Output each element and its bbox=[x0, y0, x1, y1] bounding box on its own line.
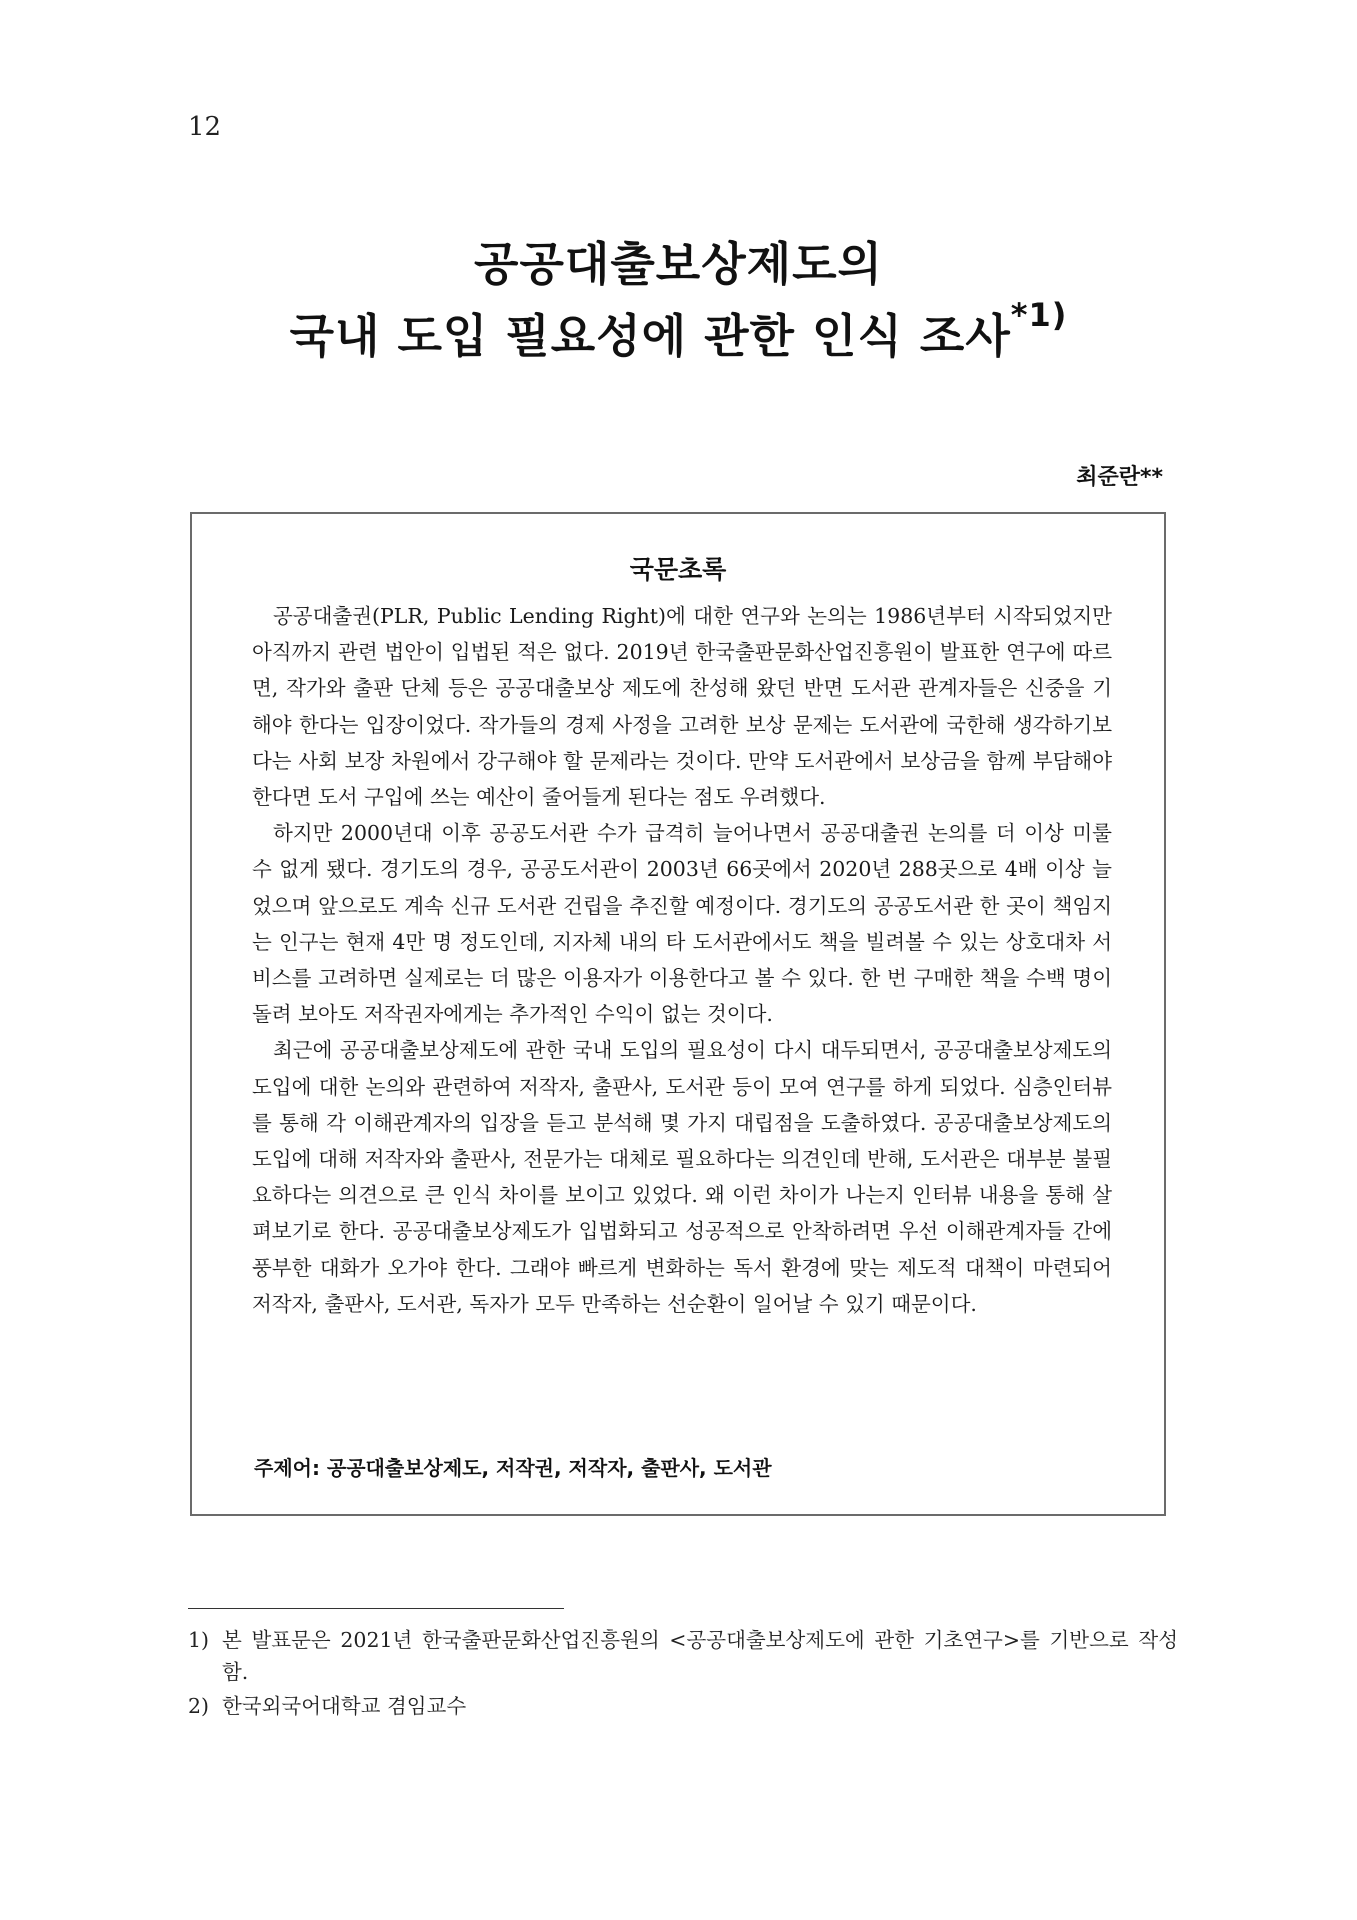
footnote-number: 2) bbox=[188, 1694, 210, 1718]
footnote-divider bbox=[188, 1608, 564, 1609]
paper-title-line-1: 공공대출보상제도의 bbox=[474, 237, 883, 291]
page-number: 12 bbox=[188, 112, 222, 142]
author-name: 최준란** bbox=[1076, 465, 1163, 490]
footnote-text: 한국외국어대학교 겸임교수 bbox=[222, 1694, 467, 1718]
footnotes bbox=[188, 1624, 1178, 1724]
abstract-paragraph: 최근에 공공대출보상제도에 관한 국내 도입의 필요성이 다시 대두되면서, 공공대출보상제도의 도입에 대한 논의와 관련하여 저작자, 출판사, 도서관 등이 모여 연구를 하게 되었다. 심층인터뷰를 통해 각 이해관계자의 입장을 듣고 분석해 몇 가지 대립점을 도출하였다. 공공대출보상제도의 도입에 대해 저작자와 출판사, 전문가는 대체로 필요하다는 의견인데 반해, 도서관은 대부분 불필요하다는 의견으로 큰 인식 차이를 보이고 있었다. 왜 이런 차이가 나는지 인터뷰 내용을 통해 살펴보기로 한다. 공공대출보상제도가 입법화되고 성공적으로 안착하려면 우선 이해관계자들 간에 풍부한 대화가 오가야 한다. 그래야 빠르게 변화하는 독서 환경에 맞는 제도적 대책이 마련되어 저작자, 출판사, 도서관, 독자가 모두 만족하는 선순환이 일어날 수 있기 때문이다. bbox=[252, 1038, 1112, 1316]
abstract-body bbox=[252, 598, 1112, 1322]
abstract-paragraph: 공공대출권(PLR, Public Lending Right)에 대한 연구와 논의는 1986년부터 시작되었지만 아직까지 관련 법안이 입법된 적은 없다. 2019년 한국출판문화산업진흥원이 발표한 연구에 따르면, 작가와 출판 단체 등은 공공대출보상 제도에 찬성해 왔던 반면 도서관 관계자들은 신중을 기해야 한다는 입장이었다. 작가들의 경제 사정을 고려한 보상 문제는 도서관에 국한해 생각하기보다는 사회 보장 차원에서 강구해야 할 문제라는 것이다. 만약 도서관에서 보상금을 함께 부담해야 한다면 도서 구입에 쓰는 예산이 줄어들게 된다는 점도 우려했다. bbox=[252, 604, 1112, 810]
abstract-paragraph: 하지만 2000년대 이후 공공도서관 수가 급격히 늘어나면서 공공대출권 논의를 더 이상 미룰 수 없게 됐다. 경기도의 경우, 공공도서관이 2003년 66곳에서 2020년 288곳으로 4배 이상 늘었으며 앞으로도 계속 신규 도서관 건립을 추진할 예정이다. 경기도의 공공도서관 한 곳이 책임지는 인구는 현재 4만 명 정도인데, 지자체 내의 타 도서관에서도 책을 빌려볼 수 있는 상호대차 서비스를 고려하면 실제로는 더 많은 이용자가 이용한다고 볼 수 있다. 한 번 구매한 책을 수백 명이 돌려 보아도 저작권자에게는 추가적인 수익이 없는 것이다. bbox=[252, 821, 1112, 1027]
keywords: 주제어: 공공대출보상제도, 저작권, 저작자, 출판사, 도서관 bbox=[254, 1456, 772, 1480]
footnote-text: 본 발표문은 2021년 한국출판문화산업진흥원의 <공공대출보상제도에 관한 기초연구>를 기반으로 작성함. bbox=[222, 1628, 1178, 1684]
footnote-item bbox=[188, 1690, 1178, 1722]
paper-title-line-2-text: 국내 도입 필요성에 관한 인식 조사 bbox=[289, 309, 1011, 363]
abstract-box bbox=[190, 512, 1166, 1516]
footnote-number: 1) bbox=[188, 1628, 210, 1652]
footnote-item bbox=[188, 1624, 1178, 1688]
title-footnote-mark: *1) bbox=[1010, 296, 1068, 334]
abstract-heading: 국문초록 bbox=[629, 555, 727, 584]
paper-title-line-2 bbox=[0, 296, 1357, 366]
